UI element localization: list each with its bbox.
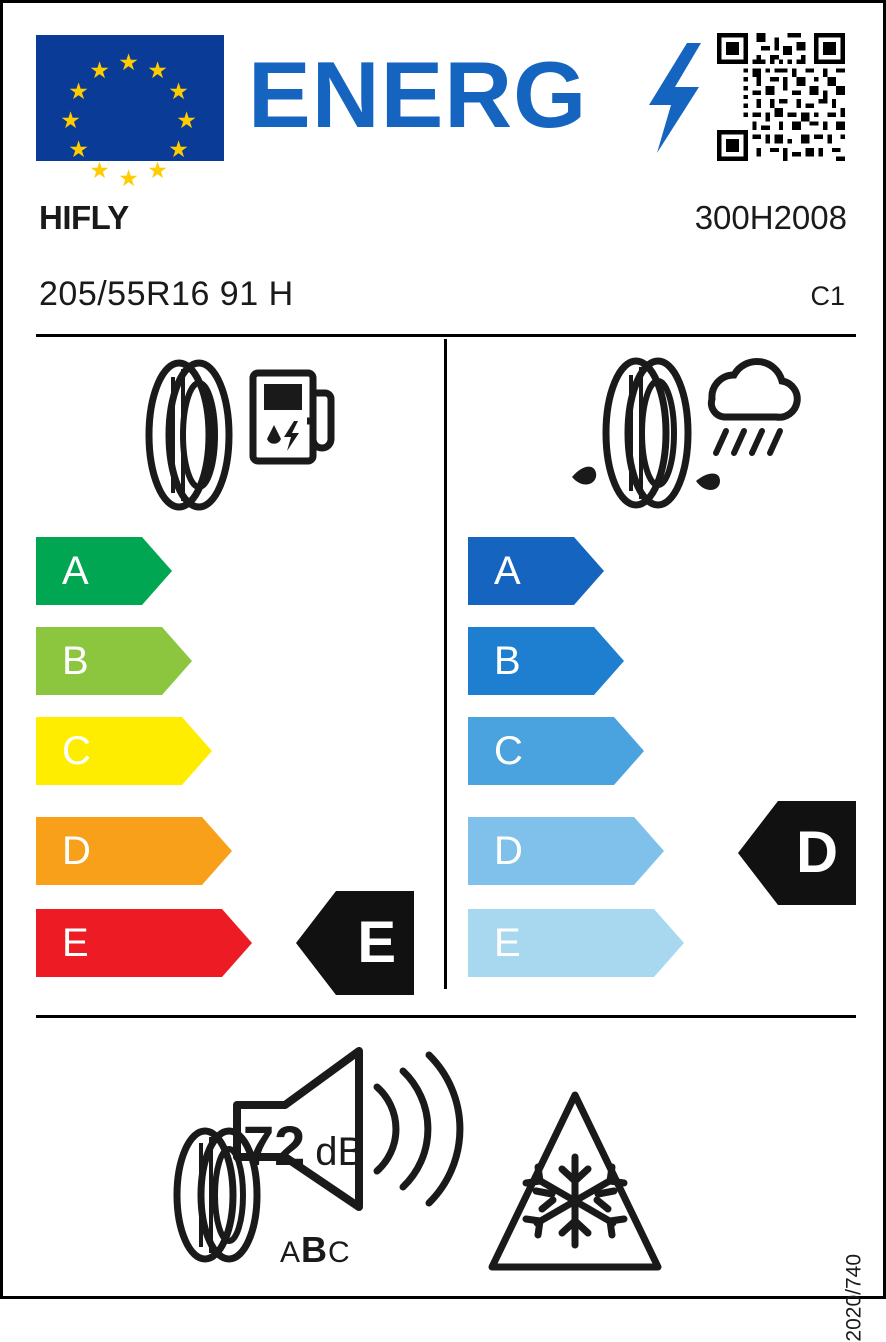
noise-unit: dB — [315, 1130, 365, 1174]
qr-code-icon — [717, 33, 845, 161]
wet-grade-e — [468, 909, 684, 977]
fuel-pump-icon — [253, 373, 331, 461]
noise-class-c: C — [328, 1236, 351, 1269]
fuel-grade-d-letter: D — [62, 829, 91, 873]
noise-class-b-selected: B — [301, 1229, 329, 1270]
wet-result-letter: D — [796, 820, 838, 885]
wet-grade-b — [468, 627, 624, 695]
three-peak-mountain-snowflake-icon — [490, 1091, 660, 1271]
tyre-class: C1 — [810, 281, 845, 311]
eu-flag-icon: ★ ★ ★ ★ ★ ★ ★ ★ ★ ★ ★ ★ — [36, 35, 224, 161]
divider-bottom — [36, 1015, 856, 1018]
page-title: ENERG — [248, 42, 588, 147]
tyre-size: 205/55R16 91 H — [39, 275, 294, 313]
fuel-result-letter: E — [357, 910, 396, 975]
fuel-result-arrow — [296, 891, 414, 995]
brand-name: HIFLY — [39, 199, 129, 236]
noise-value: 72 dB — [243, 1114, 365, 1177]
tyre-icon — [536, 355, 796, 515]
lightning-bolt-icon — [643, 43, 703, 153]
wet-grade-a — [468, 537, 604, 605]
fuel-grade-c-letter: C — [62, 729, 91, 773]
divider-middle-vertical — [444, 339, 447, 989]
wet-grade-b-letter: B — [494, 639, 521, 683]
rain-cloud-icon — [711, 361, 797, 453]
wet-result-arrow — [738, 801, 856, 905]
wet-grade-c — [468, 717, 644, 785]
tyre-model: 300H2008 — [694, 199, 847, 236]
wet-grade-a-letter: A — [494, 549, 521, 593]
wet-grade-c-letter: C — [494, 729, 523, 773]
noise-class-a: A — [280, 1236, 302, 1269]
tyre-icon — [131, 355, 331, 515]
fuel-grade-d — [36, 817, 232, 885]
fuel-grade-a-letter: A — [62, 549, 89, 593]
fuel-grade-a — [36, 537, 172, 605]
fuel-grade-e-letter: E — [62, 921, 89, 965]
divider-top — [36, 334, 856, 337]
wet-grade-d — [468, 817, 664, 885]
noise-class-scale — [280, 1229, 351, 1271]
wet-grade-d-letter: D — [494, 829, 523, 873]
regulation-reference: 2020/740 — [843, 1254, 866, 1342]
fuel-grade-e — [36, 909, 252, 977]
fuel-grade-b — [36, 627, 192, 695]
wet-grade-e-letter: E — [494, 921, 521, 965]
fuel-grade-b-letter: B — [62, 639, 89, 683]
fuel-grade-c — [36, 717, 212, 785]
